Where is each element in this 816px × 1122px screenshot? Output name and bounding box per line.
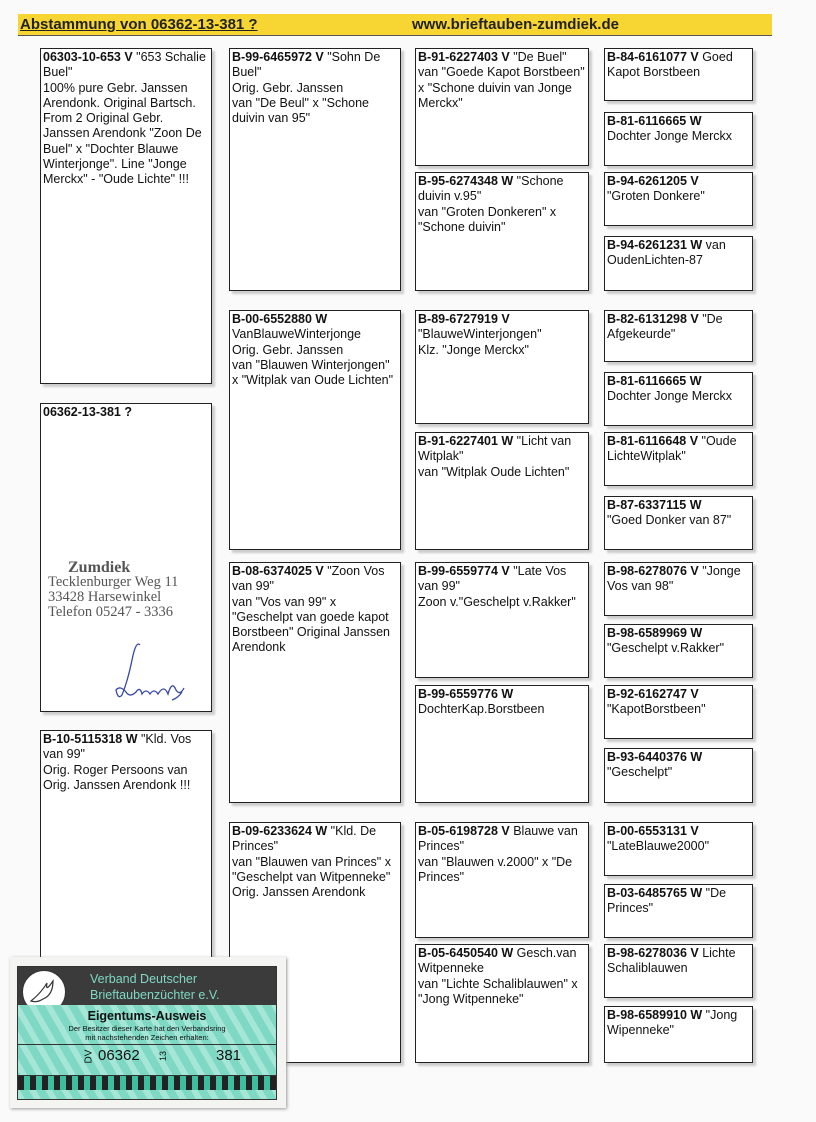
stamp-phone: Telefon 05247 - 3336 <box>48 604 174 620</box>
bird-description: "653 Schalie Buel" 100% pure Gebr. Janssen Arendonk. Original Bartsch. From 2 Original Gebr. Janssen Arendonk "Zoon De Buel" x "Dochter Blauwe Winterjonge". Line "Jonge Merckx" - "Oude Lichte" !!! <box>43 50 206 187</box>
bird-description: "De Afgekeurde" <box>607 312 723 342</box>
bird-description: Goed Kapot Borstbeen <box>607 50 733 80</box>
header-bar <box>18 14 772 36</box>
pedigree-box-gen2 <box>229 48 401 291</box>
bird-description: Gesch.van Witpenneke van "Lichte Schaliblauwen" x "Jong Witpenneke" <box>418 946 578 1006</box>
page-title: Abstammung von 06362-13-381 ? <box>20 16 258 33</box>
pedigree-box-gen3 <box>415 432 589 550</box>
bird-description: "Late Vos van 99" Zoon v."Geschelpt v.Rakker" <box>418 564 576 609</box>
ring-number: B-10-5115318 W <box>43 732 138 746</box>
bird-description: "Geschelpt v.Rakker" <box>607 641 725 656</box>
card-prefix: DV <box>83 1049 95 1064</box>
bird-description: Dochter Jonge Merckx <box>607 129 733 144</box>
ring-number: B-98-6589969 W <box>607 626 703 640</box>
ring-number: B-98-6278076 V <box>607 564 699 578</box>
ring-number: B-99-6559774 V <box>418 564 510 578</box>
ring-number: B-05-6450540 W <box>418 946 514 960</box>
ring-number: B-89-6727919 V <box>418 312 510 326</box>
pedigree-box-gen4 <box>604 236 753 291</box>
ring-number: B-98-6278036 V <box>607 946 699 960</box>
stamp-name: Zumdiek <box>68 559 131 576</box>
ring-number: B-81-6116648 V <box>607 434 699 448</box>
ring-number: B-00-6552880 W <box>232 312 328 326</box>
ring-number: 06303-10-653 V <box>43 50 133 64</box>
pedigree-box-gen4 <box>604 48 753 101</box>
card-band <box>18 1075 276 1090</box>
ring-number: B-00-6553131 V <box>607 824 699 838</box>
pedigree-box-gen4 <box>604 310 753 362</box>
bird-description: "De Buel" van "Goede Kapot Borstbeen" x "Schone duivin van Jonge Merckx" <box>418 50 585 110</box>
bird-description: VanBlauweWinterjonge Orig. Gebr. Janssen van "Blauwen Winterjongen" x "Witplak van Oude Lichten" <box>232 327 394 388</box>
ring-number: B-91-6227401 W <box>418 434 514 448</box>
ring-number: B-92-6162747 V <box>607 687 699 701</box>
pedigree-box-gen4 <box>604 172 753 226</box>
ring-number: 06362-13-381 ? <box>43 405 132 419</box>
pedigree-box-gen3 <box>415 310 589 424</box>
pedigree-box-gen4 <box>604 562 753 616</box>
bird-description: "Schone duivin v.95" van "Groten Donkeren" x "Schone duivin" <box>418 174 564 234</box>
bird-description: "Licht van Witplak" van "Witplak Oude Lichten" <box>418 434 572 479</box>
pedigree-box-gen3 <box>415 172 589 291</box>
card-divider <box>18 1044 276 1045</box>
bird-description: DochterKap.Borstbeen <box>418 702 545 717</box>
bird-description: "BlauweWinterjongen" Klz. "Jonge Merckx" <box>418 327 542 357</box>
ring-number: B-81-6116665 W <box>607 114 702 128</box>
ring-number: B-09-6233624 W <box>232 824 328 838</box>
ring-number: B-84-6161077 V <box>607 50 699 64</box>
ring-number: B-08-6374025 V <box>232 564 324 578</box>
ring-number: B-94-6261205 V <box>607 174 699 188</box>
card-ring-number <box>18 1046 276 1066</box>
ring-number: B-81-6116665 W <box>607 374 702 388</box>
bird-description: "Sohn De Buel" Orig. Gebr. Janssen van "De Beul" x "Schone duivin van 95" <box>232 50 381 126</box>
bird-description: "Oude LichteWitplak" <box>607 434 737 464</box>
pedigree-box-gen3 <box>415 562 589 678</box>
card-subtitle: Der Besitzer dieser Karte hat den Verbandsring mit nachstehenden Zeichen erhalten: <box>68 1024 226 1042</box>
ring-number: B-98-6589910 W <box>607 1008 703 1022</box>
stamp-city: 33428 Harsewinkel <box>48 589 162 605</box>
bird-description: "Zoon Vos van 99" van "Vos van 99" x "Geschelpt van goede kapot Borstbeen" Original Janssen Arendonk <box>232 564 390 655</box>
ring-number: B-94-6261231 W <box>607 238 703 252</box>
website-url: www.brieftauben-zumdiek.de <box>412 16 619 33</box>
stamp-street: Tecklenburger Weg 11 <box>48 574 179 590</box>
bird-description: "LateBlauwe2000" <box>607 839 710 854</box>
bird-description: Lichte Schaliblauwen <box>607 946 736 976</box>
signature <box>110 640 190 705</box>
ring-number: B-03-6485765 W <box>607 886 703 900</box>
bird-description: "Jong Wipenneke" <box>607 1008 738 1038</box>
bird-description: "Kld. Vos van 99" Orig. Roger Persoons van Orig. Janssen Arendonk !!! <box>43 732 192 792</box>
bird-description: "Goed Donker van 87" <box>607 513 732 528</box>
pedigree-box-gen4 <box>604 432 753 486</box>
pedigree-box-gen4 <box>604 822 753 876</box>
bird-description: Dochter Jonge Merckx <box>607 389 733 404</box>
pedigree-box-gen3 <box>415 822 589 938</box>
bird-description: "Jonge Vos van 98" <box>607 564 741 594</box>
pedigree-box-gen3 <box>415 685 589 803</box>
pedigree-box-sire <box>40 48 212 384</box>
pedigree-box-gen4 <box>604 112 753 166</box>
pedigree-box-gen4 <box>604 884 753 938</box>
ring-number: B-95-6274348 W <box>418 174 514 188</box>
pedigree-box-gen2 <box>229 562 401 803</box>
pedigree-box-gen4 <box>604 1006 753 1063</box>
pedigree-box-gen4 <box>604 496 753 550</box>
pedigree-box-gen3 <box>415 944 589 1063</box>
pedigree-box-gen3 <box>415 48 589 166</box>
pedigree-box-gen4 <box>604 748 753 803</box>
ring-number: B-82-6131298 V <box>607 312 699 326</box>
ownership-card <box>10 957 286 1108</box>
bird-description: "Kld. De Princes" van "Blauwen van Princes" x "Geschelpt van Witpenneke" Orig. Janssen Arendonk <box>232 824 391 900</box>
pedigree-box-gen4 <box>604 944 753 998</box>
pedigree-box-gen4 <box>604 372 753 426</box>
card-club: 06362 <box>98 1047 140 1064</box>
breeder-stamp <box>48 560 178 620</box>
ring-number: B-87-6337115 W <box>607 498 702 512</box>
card-number: 381 <box>216 1047 242 1064</box>
bird-description: "De Princes" <box>607 886 727 916</box>
card-organization: Verband Deutscher Brieftaubenzüchter e.V. <box>90 972 220 1002</box>
ring-number: B-99-6465972 V <box>232 50 324 64</box>
bird-description: "KapotBorstbeen" <box>607 702 706 717</box>
pedigree-box-gen4 <box>604 685 753 739</box>
bird-description: "Geschelpt" <box>607 765 673 780</box>
card-year: 13 <box>158 1050 169 1062</box>
ring-number: B-05-6198728 V <box>418 824 510 838</box>
ring-number: B-93-6440376 W <box>607 750 703 764</box>
bird-description: "Groten Donkere" <box>607 189 705 204</box>
ring-number: B-91-6227403 V <box>418 50 510 64</box>
ring-number: B-99-6559776 W <box>418 687 514 701</box>
card-title: Eigentums-Ausweis <box>87 1009 207 1023</box>
bird-description: van OudenLichten-87 <box>607 238 726 268</box>
pedigree-box-gen2 <box>229 310 401 550</box>
pedigree-box-gen4 <box>604 624 753 678</box>
bird-description: Blauwe van Princes" van "Blauwen v.2000" x "De Princes" <box>418 824 578 884</box>
